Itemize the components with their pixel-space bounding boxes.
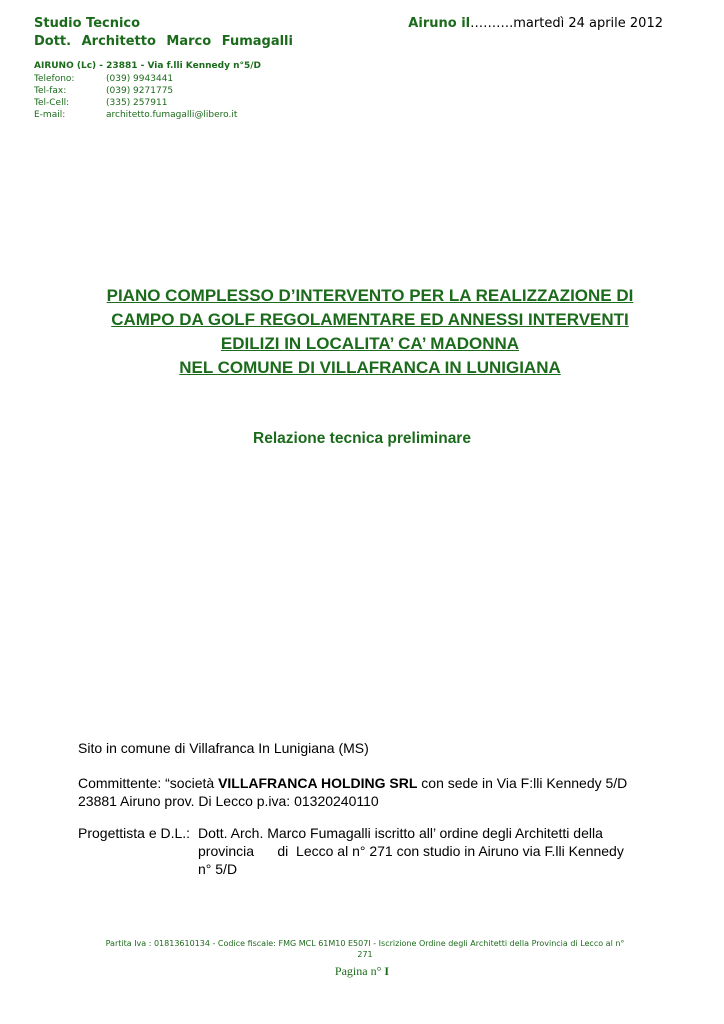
title-line: CAMPO DA GOLF REGOLAMENTARE ED ANNESSI INTERVENTI (111, 310, 629, 329)
footer-fiscal-info (70, 938, 660, 960)
architect-name: Dott. Architetto Marco Fumagalli (34, 34, 293, 49)
footer-line: Partita Iva : 01813610134 - Codice fiscale: FMG MCL 61M10 E507I - Iscrizione Ordine degli Architetti della Provincia di Lecco al n° (105, 939, 625, 948)
document-subtitle: Relazione tecnica preliminare (253, 430, 471, 447)
contact-value: (039) 9943441 (106, 74, 174, 84)
client-suffix: con sede in Via F:lli Kennedy 5/D (417, 775, 628, 791)
footer-line: 271 (357, 950, 373, 959)
contact-label: Tel-fax: (34, 86, 67, 96)
date-line (408, 16, 663, 31)
date-place: Airuno il (408, 16, 471, 31)
title-line: EDILIZI IN LOCALITA’ CA’ MADONNA (220, 334, 520, 353)
contact-label: Tel-Cell: (34, 98, 70, 108)
contact-label: E-mail: (34, 110, 66, 120)
title-line: PIANO COMPLESSO D’INTERVENTO PER LA REALIZZAZIONE DI (106, 286, 634, 305)
studio-title: Studio Tecnico (34, 16, 141, 31)
page-label: Pagina n° (334, 964, 385, 978)
contact-cell (34, 98, 314, 108)
client-line (78, 774, 627, 792)
date-value: martedì 24 aprile 2012 (513, 16, 663, 31)
contact-value: architetto.fumagalli@libero.it (106, 110, 238, 120)
contact-email (34, 110, 314, 120)
designer-line: Dott. Arch. Marco Fumagalli iscritto all’ ordine degli Architetti della (198, 825, 603, 841)
designer-label: Progettista e D.L.: (78, 825, 191, 841)
client-prefix: Committente: “società (78, 775, 219, 791)
contact-value: (039) 9271775 (106, 86, 174, 96)
title-line: NEL COMUNE DI VILLAFRANCA IN LUNIGIANA (179, 358, 561, 377)
client-name: VILLAFRANCA HOLDING SRL (218, 775, 418, 791)
page-number (0, 964, 724, 979)
studio-address: AIRUNO (Lc) - 23881 - Via f.lli Kennedy n°5/D (34, 61, 262, 71)
designer-line: provincia di Lecco al n° 271 con studio in Airuno via F.lli Kennedy (198, 843, 624, 859)
page-value: I (384, 964, 390, 978)
contact-fax (34, 86, 314, 96)
date-dots: ………. (470, 16, 514, 31)
site-line: Sito in comune di Villafranca In Lunigiana (MS) (78, 740, 369, 756)
document-title (60, 284, 680, 380)
client-line-2: 23881 Airuno prov. Di Lecco p.iva: 01320240110 (78, 793, 379, 809)
contact-label: Telefono: (34, 74, 75, 84)
designer-text (198, 824, 668, 878)
contact-value: (335) 257911 (106, 98, 168, 108)
contact-phone (34, 74, 314, 84)
designer-line: n° 5/D (198, 861, 238, 877)
